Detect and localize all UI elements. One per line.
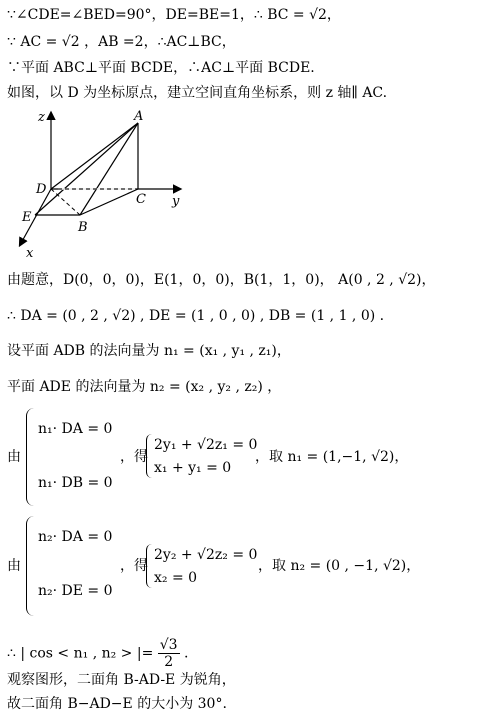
- text-line-9: 由: [7, 449, 21, 465]
- text-line-11: [7, 637, 188, 670]
- fraction-numerator: √3: [159, 637, 178, 653]
- text-line-6: ∴ DA = (0 , 2 , √2) , DE = (1 , 0 , 0) , DB = (1 , 1 , 0) .: [7, 308, 385, 324]
- edge-DB: [51, 189, 80, 215]
- system2-eq4: x₂ = 0: [154, 570, 198, 586]
- fraction-denominator: 2: [164, 654, 174, 670]
- brace-1: [26, 408, 37, 506]
- system2-result: ，取 n₂ = (0 , −1, √2)，: [258, 558, 421, 574]
- text-line-2: ∵ AC = √2 ，AB =2，∴AC⊥BC，: [7, 34, 236, 50]
- edge-AB: [80, 123, 138, 215]
- system1-eq1: n₁· DA = 0: [38, 421, 113, 437]
- text-line-5: 由题意，D(0，0，0)，E(1，0，0)，B(1，1，0)， A(0 , 2 , √2)，: [7, 272, 436, 288]
- system1-eq2: n₁· DB = 0: [38, 475, 113, 491]
- label-E: E: [22, 210, 32, 225]
- label-D: D: [36, 182, 47, 197]
- system1-eq4: x₁ + y₁ = 0: [154, 460, 232, 476]
- text-line-12: 观察图形，二面角 B-AD-E 为锐角，: [7, 672, 236, 688]
- label-x: x: [26, 246, 34, 261]
- fraction: [158, 637, 180, 670]
- edge-AD: [51, 123, 138, 189]
- geometry-figure: [18, 105, 193, 265]
- period: .: [184, 645, 189, 662]
- label-z: z: [38, 110, 45, 125]
- cos-expression: ∴ | cos < n₁ , n₂ > |=: [7, 645, 154, 662]
- text-line-3: ∵平面 ABC⊥平面 BCDE，∴AC⊥平面 BCDE.: [7, 60, 315, 76]
- label-C: C: [136, 192, 146, 207]
- label-A: A: [134, 109, 144, 124]
- system2-eq3: 2y₂ + √2z₂ = 0: [154, 547, 258, 563]
- text-line-13: 故二面角 B−AD−E 的大小为 30°.: [7, 696, 227, 712]
- system1-mid: ，得: [120, 449, 148, 465]
- text-line-4: 如图，以 D 为坐标原点，建立空间直角坐标系，则 z 轴∥ AC.: [7, 85, 388, 101]
- text-line-10: 由: [7, 558, 21, 574]
- system1-eq3: 2y₁ + √2z₁ = 0: [154, 437, 258, 453]
- system2-eq1: n₂· DA = 0: [38, 529, 113, 545]
- label-B: B: [78, 220, 88, 235]
- system1-result: ，取 n₁ = (1,−1, √2)，: [255, 449, 409, 465]
- text-line-7: 设平面 ADB 的法向量为 n₁ = (x₁ , y₁ , z₁)，: [7, 343, 291, 359]
- system2-eq2: n₂· DE = 0: [38, 583, 113, 599]
- text-line-1: ∵∠CDE=∠BED=90°，DE=BE=1，∴ BC = √2，: [7, 7, 341, 23]
- system2-mid: ，得: [120, 558, 148, 574]
- brace-2: [26, 516, 37, 616]
- label-y: y: [172, 194, 180, 209]
- text-line-8: 平面 ADE 的法向量为 n₂ = (x₂ , y₂ , z₂) ，: [7, 379, 282, 395]
